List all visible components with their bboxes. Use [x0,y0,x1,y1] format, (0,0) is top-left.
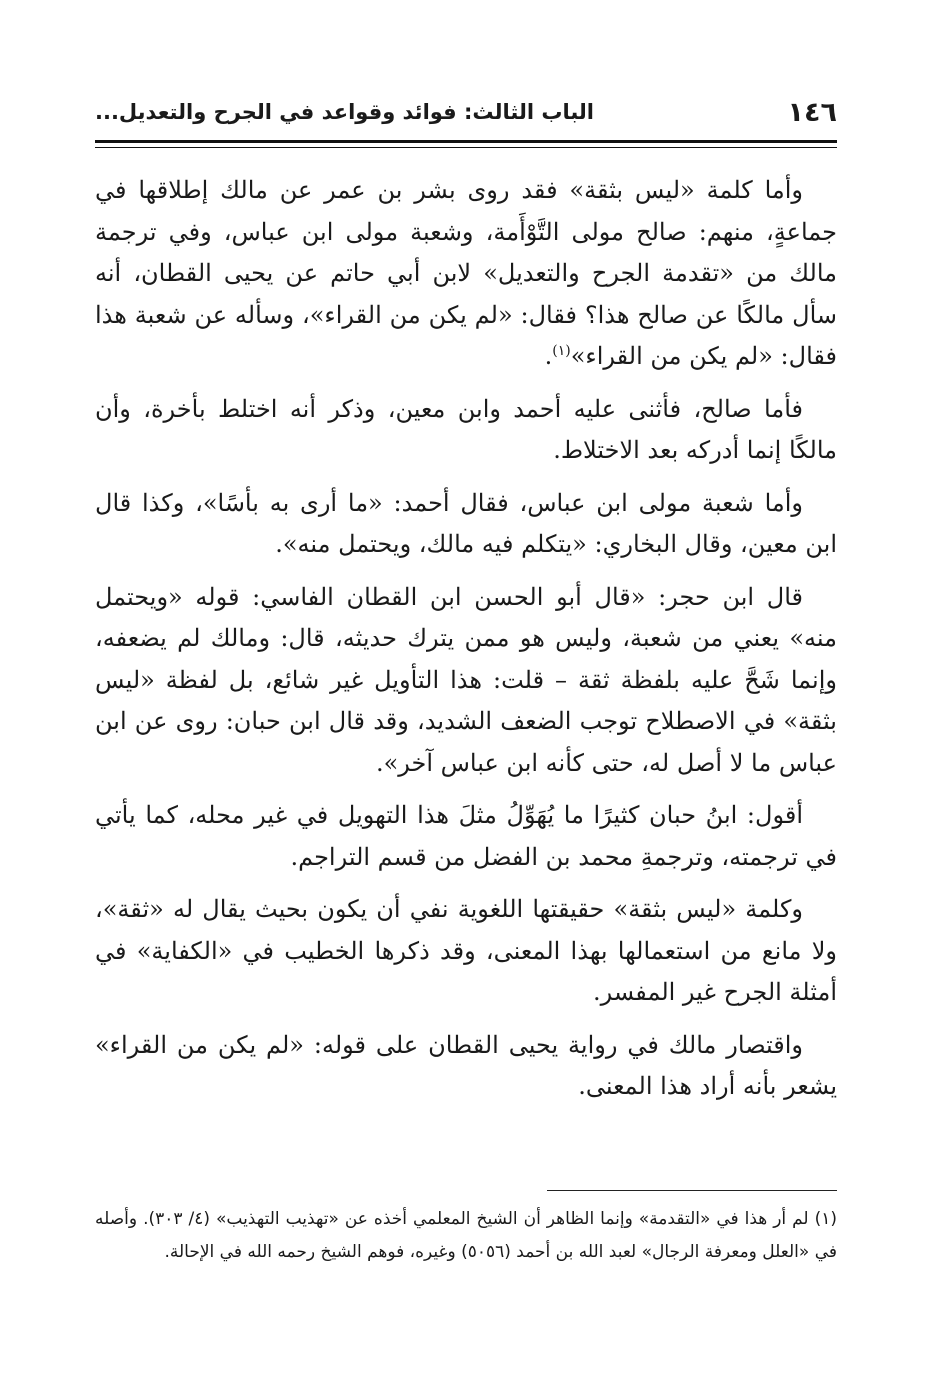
header-rule-thick [95,140,837,143]
book-page [95,0,837,1391]
paragraph: وكلمة «ليس بثقة» حقيقتها اللغوية نفي أن يكون بحيث يقال له «ثقة»، ولا مانع من استعمالها بهذا المعنى، وقد ذكرها الخطيب في «الكفاية» في أمثلة الجرح غير المفسر. [95,895,837,1006]
paragraph-end-punct: . [544,342,553,370]
footnotes [95,1203,837,1269]
paragraph-text: وأما كلمة «ليس بثقة» فقد روى بشر بن عمر عن مالك إطلاقها في جماعةٍ، منهم: صالح مولى التَّوْأَمة، وشعبة مولى ابن عباس، وفي ترجمة مالك من «تقدمة الجرح والتعديل» لابن أبي حاتم عن يحيى القطان، أنه سأل مالكًا عن صالح هذا؟ فقال: «لم يكن من القراء»، وسأله عن شعبة هذا فقال: «لم يكن من القراء» [95,176,837,370]
footnote-separator [547,1190,837,1191]
paragraph: قال ابن حجر: «قال أبو الحسن ابن القطان الفاسي: قوله «ويحتمل منه» يعني من شعبة، وليس هو ممن يترك حديثه، قال: ومالك لم يضعفه، وإنما شَحَّ عليه بلفظة ثقة – قلت: هذا التأويل غير شائع، بل لفظة «ليس بثقة» في الاصطلاح توجب الضعف الشديد، وقد قال ابن حبان: روى عن ابن عباس ما لا أصل له، حتى كأنه ابن عباس آخر». [95,582,837,777]
header-rule-thin [95,147,837,148]
footnote-reference: (١) [552,343,571,359]
paragraph: وأما شعبة مولى ابن عباس، فقال أحمد: «ما أرى به بأسًا»، وكذا قال ابن معين، وقال البخاري: «يتكلم فيه مالك، ويحتمل منه». [95,488,837,558]
main-text [95,170,837,1119]
paragraph [95,170,837,378]
running-title: الباب الثالث: فوائد وقواعد في الجرح والتعديل... [95,100,595,124]
page-number: ١٤٦ [787,96,837,128]
paragraph: واقتصار مالك في رواية يحيى القطان على قوله: «لم يكن من القراء» يشعر بأنه أراد هذا المعنى. [95,1030,837,1100]
page-header [95,92,837,132]
paragraph: أقول: ابنُ حبان كثيرًا ما يُهَوِّلُ مثلَ هذا التهويل في غير محله، كما يأتي في ترجمته، وترجمةِ محمد بن الفضل من قسم التراجم. [95,801,837,871]
footnote: (١) لم أر هذا في «التقدمة» وإنما الظاهر أن الشيخ المعلمي أخذه عن «تهذيب التهذيب» (٤/ ٣٠٣). وأصله في «العلل ومعرفة الرجال» لعبد الله بن أحمد (٥٠٥٦) وغيره، فوهم الشيخ رحمه الله في الإحالة. [95,1209,837,1262]
paragraph: فأما صالح، فأثنى عليه أحمد وابن معين، وذكر أنه اختلط بأخرة، وأن مالكًا إنما أدركه بعد الاختلاط. [95,394,837,464]
